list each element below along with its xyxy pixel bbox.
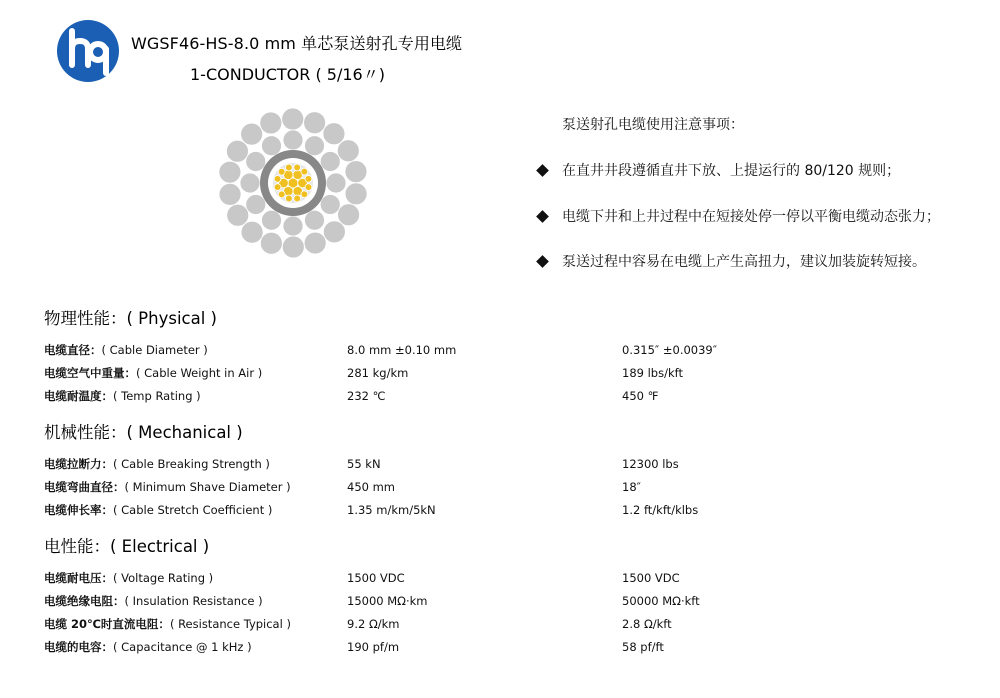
- outer-armor-wire: [241, 123, 263, 145]
- inner-armor-wire: [320, 152, 340, 172]
- spec-imperial: 189 lbs/kft: [622, 366, 683, 380]
- product-title: WGSF46-HS-8.0 mm 单芯泵送射孔专用电缆: [131, 34, 463, 53]
- spec-row: [44, 593, 944, 609]
- note-item: [538, 160, 900, 180]
- outer-armor-wire: [282, 236, 304, 258]
- outer-armor-wire: [338, 204, 360, 226]
- conductor-strand: [301, 168, 308, 175]
- note-text: 在直井井段遵循直井下放、上提运行的 80/120 规则；: [562, 163, 901, 179]
- spec-metric: 55 kN: [347, 457, 381, 471]
- spec-imperial: 1500 VDC: [622, 571, 680, 585]
- note-text: 泵送过程中容易在电缆上产生高扭力，建议加装旋转短接。: [562, 254, 926, 270]
- spec-row: [44, 388, 944, 404]
- spec-imperial: 450 ℉: [622, 389, 659, 403]
- spec-metric: 281 kg/km: [347, 366, 409, 380]
- conductor-strand: [285, 164, 292, 171]
- diamond-bullet-icon: [536, 164, 549, 177]
- outer-armor-wire: [219, 161, 241, 183]
- section-title-electrical: 电性能：( Electrical ): [44, 537, 210, 556]
- conductor-strand: [305, 184, 312, 191]
- inner-armor-wire: [262, 136, 282, 156]
- inner-armor-wire: [326, 173, 346, 193]
- note-item: [538, 251, 926, 271]
- conductor-strand: [285, 195, 292, 202]
- inner-armor-wire: [320, 195, 340, 215]
- spec-row: [44, 456, 944, 472]
- outer-armor-wire: [241, 221, 263, 243]
- outer-armor-wire: [323, 123, 345, 145]
- inner-armor-wire: [246, 195, 266, 215]
- spec-imperial: 0.315″ ±0.0039″: [622, 343, 718, 357]
- spec-metric: 9.2 Ω/km: [347, 617, 400, 631]
- note-item: [538, 206, 940, 226]
- conductor-strand: [305, 175, 312, 182]
- outer-armor-wire: [345, 161, 367, 183]
- outer-armor-wire: [323, 221, 345, 243]
- spec-imperial: 12300 lbs: [622, 457, 679, 471]
- spec-imperial: 50000 MΩ·kft: [622, 594, 700, 608]
- hq-logo-icon: [56, 19, 120, 83]
- inner-armor-wire: [240, 173, 260, 193]
- spec-row: [44, 365, 944, 381]
- spec-row: [44, 616, 944, 632]
- outer-armor-wire: [345, 183, 367, 205]
- inner-armor-wire: [262, 210, 282, 230]
- spec-imperial: 18″: [622, 480, 641, 494]
- outer-armor-wire: [304, 232, 326, 254]
- spec-imperial: 1.2 ft/kft/klbs: [622, 503, 699, 517]
- section-title-mechanical: 机械性能：( Mechanical ): [44, 423, 243, 442]
- spec-label: 电缆绝缘电阻：( Insulation Resistance ): [44, 594, 263, 608]
- outer-armor-wire: [260, 112, 282, 134]
- spec-label: 电缆耐温度：( Temp Rating ): [44, 389, 201, 403]
- spec-metric: 8.0 mm ±0.10 mm: [347, 343, 457, 357]
- outer-armor-wire: [304, 112, 326, 134]
- conductor-strand: [274, 175, 281, 182]
- cable-cross-section-icon: [216, 106, 370, 260]
- outer-armor-wire: [282, 108, 304, 130]
- spec-metric: 1500 VDC: [347, 571, 405, 585]
- spec-label: 电缆空气中重量：( Cable Weight in Air ): [44, 366, 263, 380]
- spec-label: 电缆直径：( Cable Diameter ): [44, 343, 208, 357]
- outer-armor-wire: [337, 140, 359, 162]
- spec-row: [44, 570, 944, 586]
- conductor-strand: [278, 191, 285, 198]
- spec-label: 电缆拉断力：( Cable Breaking Strength ): [44, 457, 270, 471]
- spec-metric: 450 mm: [347, 480, 396, 494]
- inner-armor-wire: [305, 210, 325, 230]
- inner-armor-wire: [283, 216, 303, 236]
- outer-armor-wire: [227, 204, 249, 226]
- note-text: 电缆下井和上井过程中在短接处停一停以平衡电缆动态张力；: [562, 209, 940, 225]
- spec-row: [44, 479, 944, 495]
- spec-row: [44, 639, 944, 655]
- spec-metric: 15000 MΩ·km: [347, 594, 428, 608]
- spec-metric: 232 ℃: [347, 389, 386, 403]
- conductor-strand: [301, 191, 308, 198]
- spec-label: 电缆伸长率：( Cable Stretch Coefficient ): [44, 503, 273, 517]
- section-title-physical: 物理性能：( Physical ): [44, 309, 217, 328]
- conductor-strand: [278, 168, 285, 175]
- spec-label: 电缆弯曲直径：( Minimum Shave Diameter ): [44, 480, 291, 494]
- inner-armor-wire: [283, 130, 303, 150]
- notes-title: 泵送射孔电缆使用注意事项：: [562, 117, 744, 133]
- outer-armor-wire: [260, 232, 282, 254]
- spec-imperial: 58 pf/ft: [622, 640, 664, 654]
- diamond-bullet-icon: [536, 210, 549, 223]
- product-subtitle: 1-CONDUCTOR ( 5/16〃): [190, 65, 385, 84]
- spec-label: 电缆 20℃时直流电阻：( Resistance Typical ): [44, 617, 291, 631]
- conductor-strand: [294, 164, 301, 171]
- spec-row: [44, 502, 944, 518]
- spec-row: [44, 342, 944, 358]
- spec-metric: 190 pf/m: [347, 640, 400, 654]
- spec-imperial: 2.8 Ω/kft: [622, 617, 672, 631]
- spec-label: 电缆耐电压：( Voltage Rating ): [44, 571, 214, 585]
- inner-armor-wire: [246, 152, 266, 172]
- outer-armor-wire: [219, 183, 241, 205]
- outer-armor-wire: [226, 140, 248, 162]
- spec-label: 电缆的电容：( Capacitance @ 1 kHz ): [44, 640, 252, 654]
- spec-metric: 1.35 m/km/5kN: [347, 503, 436, 517]
- inner-armor-wire: [305, 136, 325, 156]
- conductor-strand: [294, 195, 301, 202]
- conductor-strand: [274, 184, 281, 191]
- diamond-bullet-icon: [536, 255, 549, 268]
